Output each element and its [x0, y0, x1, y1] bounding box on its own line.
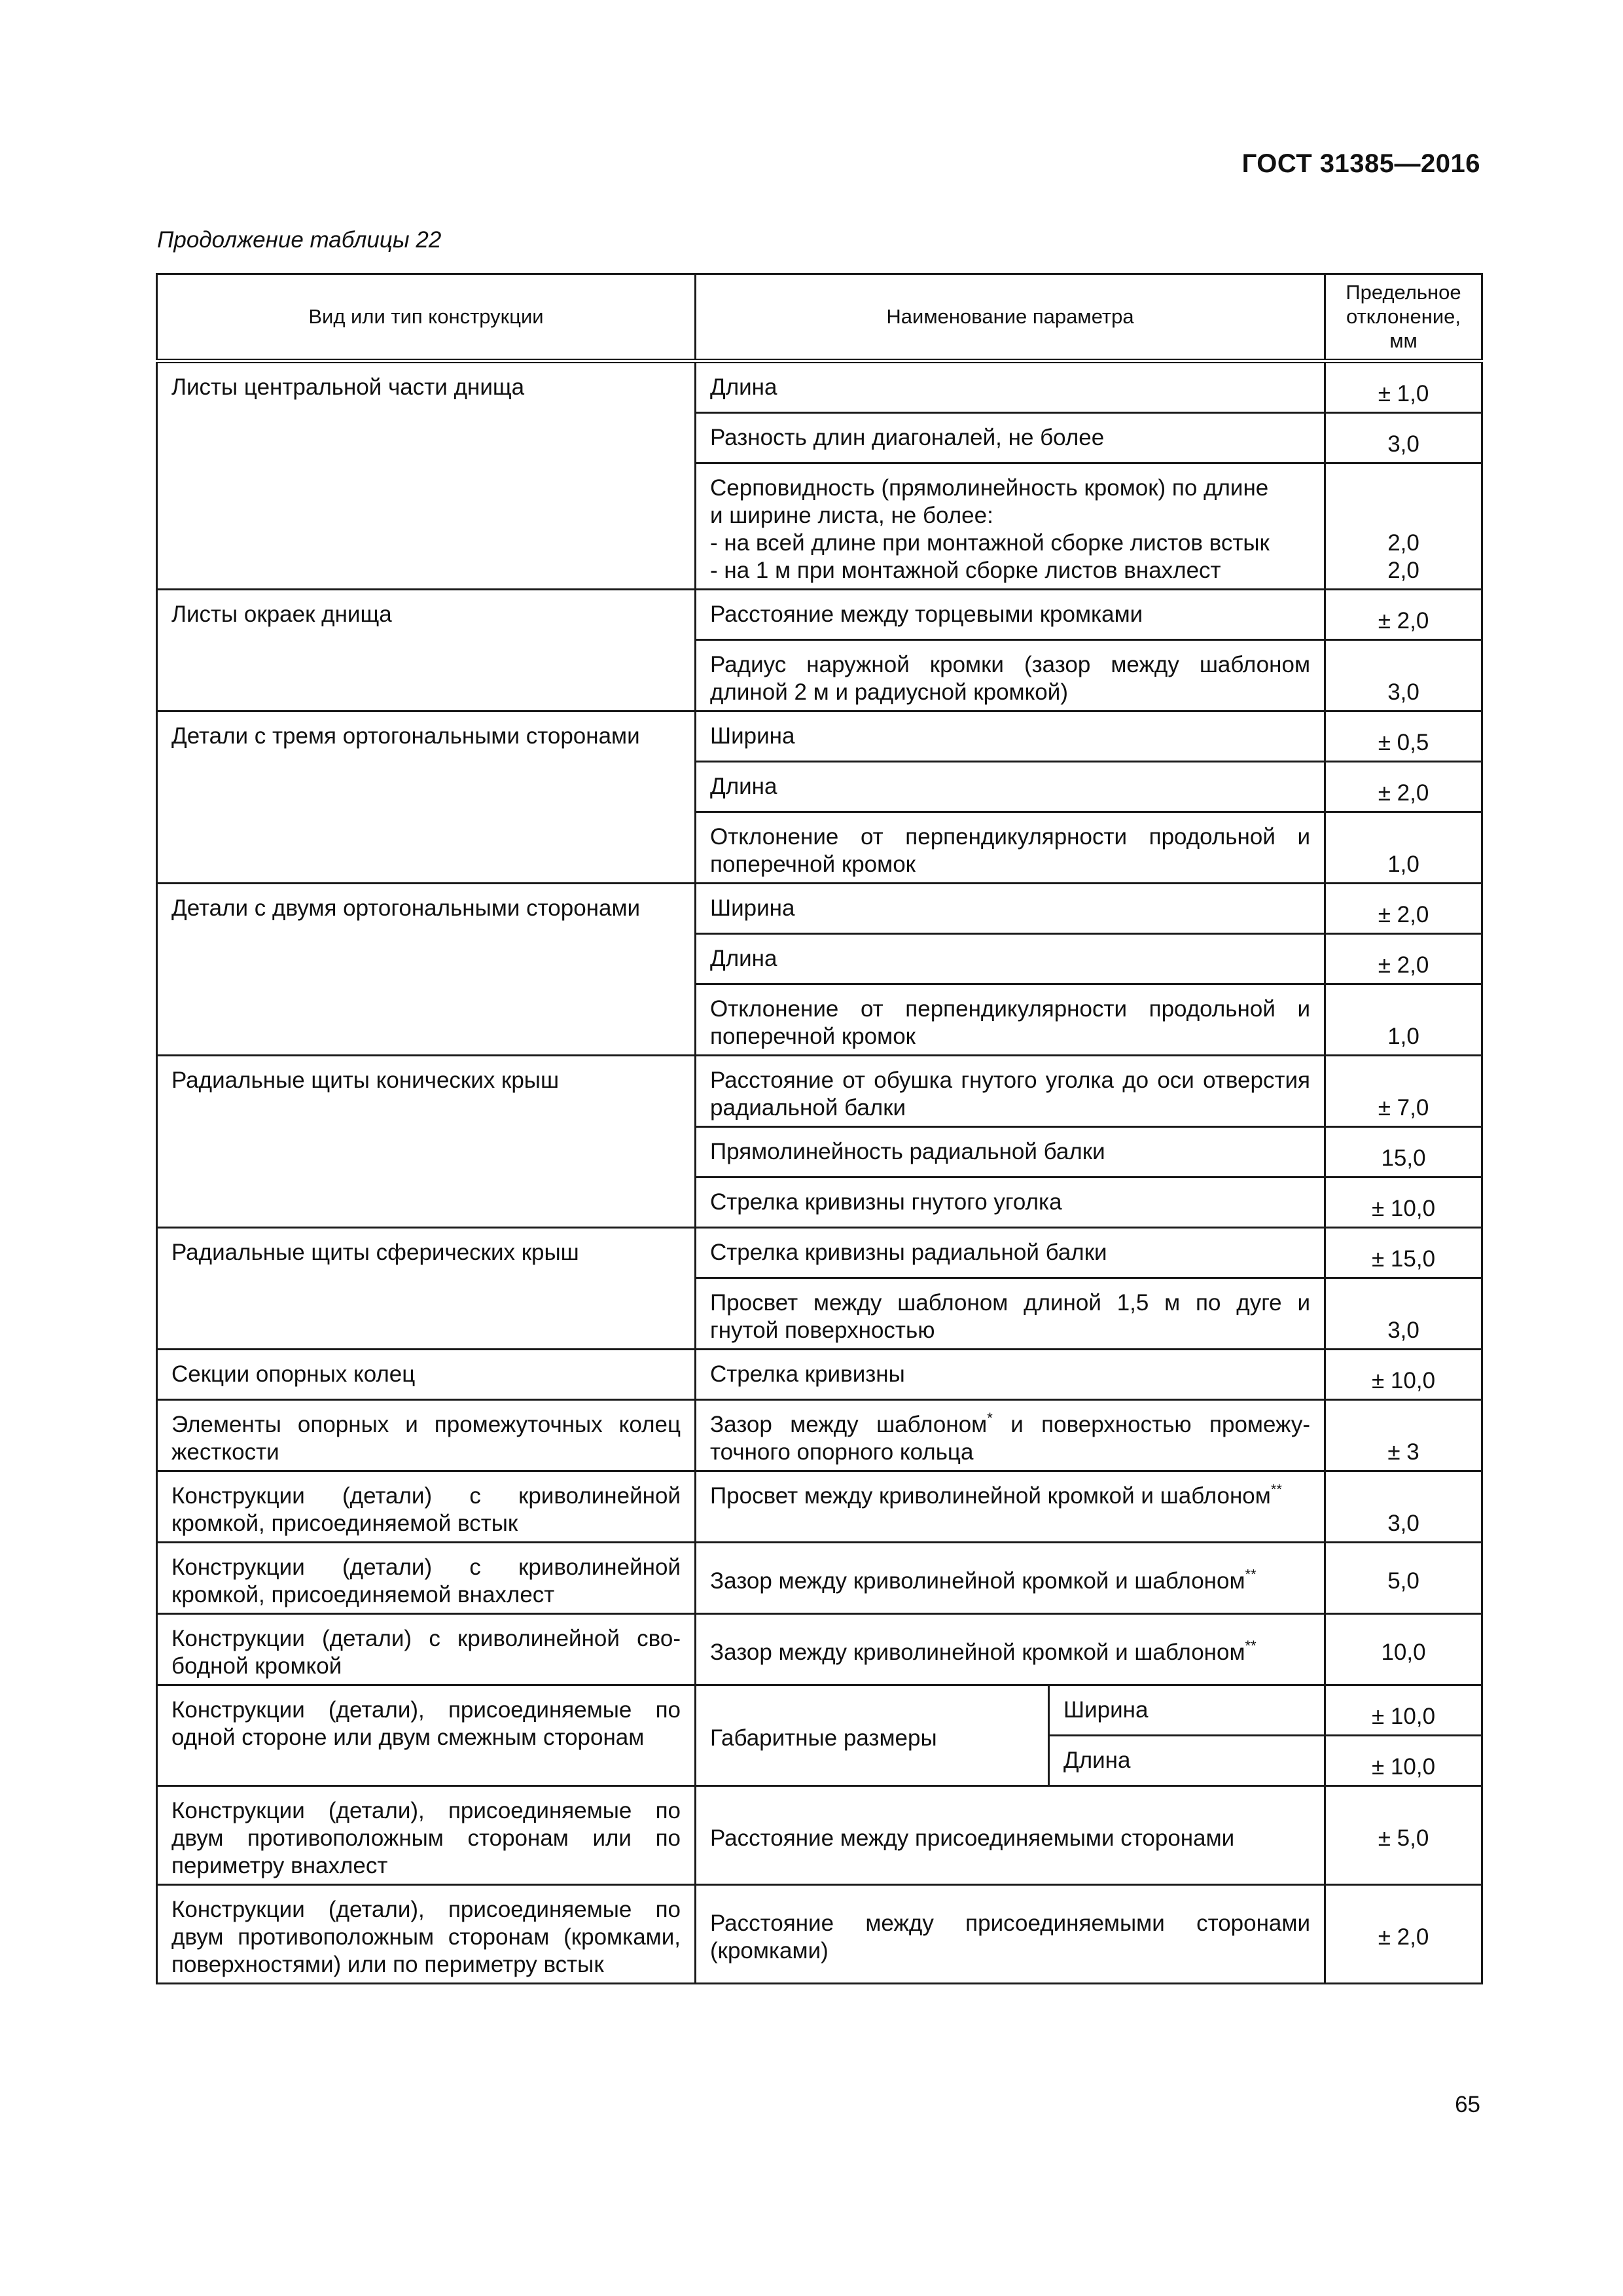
- tolerance-header-line: мм: [1389, 329, 1418, 353]
- column-header-tolerance: [1325, 274, 1482, 361]
- parameter-cell: Отклонение от перпендикулярности продольной и поперечной кромок: [696, 812, 1325, 883]
- parameter-cell: Радиус наружной кромки (зазор между шаблоном длиной 2 м и радиусной кромкой): [696, 639, 1325, 711]
- sub-parameter-cell: Длина: [1049, 1735, 1325, 1785]
- tolerance-cell: 3,0: [1325, 639, 1482, 711]
- tolerance-cell: ± 15,0: [1325, 1227, 1482, 1278]
- tolerance-cell: 1,0: [1325, 812, 1482, 883]
- tolerance-cell: ± 2,0: [1325, 933, 1482, 984]
- table-row: [157, 1399, 1482, 1471]
- table-row: [157, 1685, 1482, 1735]
- table-row: [157, 1542, 1482, 1613]
- construction-type-cell: Радиальные щиты конических крыш: [157, 1055, 696, 1227]
- parameter-cell: Отклонение от перпендикулярности продольной и поперечной кромок: [696, 984, 1325, 1055]
- parameter-text: Зазор между шаблоном: [710, 1411, 988, 1437]
- parameter-cell: Разность длин диагоналей, не более: [696, 412, 1325, 463]
- parameter-cell: Расстояние между торцевыми кромками: [696, 589, 1325, 639]
- parameter-cell: Длина: [696, 761, 1325, 812]
- parameter-cell: Длина: [696, 933, 1325, 984]
- parameter-cell: [696, 1399, 1325, 1471]
- parameter-text: Просвет между криволинейной кромкой и шаблоном: [710, 1482, 1271, 1509]
- parameter-line: и ширине листа, не более:: [710, 502, 993, 528]
- tolerance-cell: ± 3: [1325, 1399, 1482, 1471]
- tolerance-cell: ± 10,0: [1325, 1685, 1482, 1735]
- tolerance-cell: 10,0: [1325, 1613, 1482, 1685]
- table-caption: Продолжение таблицы 22: [157, 227, 442, 253]
- tolerance-cell: ± 10,0: [1325, 1177, 1482, 1227]
- parameter-text: Зазор между криволинейной кромкой и шаблоном: [710, 1639, 1245, 1665]
- tolerance-cell: ± 1,0: [1325, 361, 1482, 412]
- construction-type-cell: Детали с двумя ортогональными сторонами: [157, 883, 696, 1055]
- table-row: [157, 1349, 1482, 1399]
- table-row: [157, 1785, 1482, 1884]
- parameter-cell: Расстояние между присоединяемыми сторонами (кромками): [696, 1884, 1325, 1983]
- construction-type-cell: Детали с тремя ортогональными сторонами: [157, 711, 696, 883]
- tolerance-cell: 1,0: [1325, 984, 1482, 1055]
- table-row: [157, 361, 1482, 412]
- parameter-text: Зазор между криволинейной кромкой и шаблоном: [710, 1568, 1245, 1594]
- parameter-cell: Габаритные размеры: [696, 1685, 1049, 1785]
- parameter-cell: Стрелка кривизны радиальной балки: [696, 1227, 1325, 1278]
- tolerance-cell: 3,0: [1325, 412, 1482, 463]
- parameter-cell: Стрелка кривизны: [696, 1349, 1325, 1399]
- tolerance-cell: 15,0: [1325, 1126, 1482, 1177]
- tolerance-table: [156, 273, 1483, 1984]
- tolerance-cell: ± 10,0: [1325, 1735, 1482, 1785]
- tolerance-cell: ± 7,0: [1325, 1055, 1482, 1126]
- parameter-cell: Ширина: [696, 711, 1325, 761]
- construction-type-cell: Конструкции (детали) с криволинейной кромкой, присоединяемой внахлест: [157, 1542, 696, 1613]
- table-row: [157, 1884, 1482, 1983]
- tolerance-line: 2,0: [1387, 557, 1419, 583]
- construction-type-cell: Конструкции (детали) с криволинейной свободной кромкой: [157, 1613, 696, 1685]
- parameter-cell: [696, 1542, 1325, 1613]
- footnote-mark: **: [1245, 1566, 1257, 1583]
- construction-type-cell: Листы центральной части днища: [157, 361, 696, 589]
- table-row: [157, 711, 1482, 761]
- footnote-mark: **: [1270, 1480, 1282, 1498]
- construction-type-cell: Секции опорных колец: [157, 1349, 696, 1399]
- parameter-cell: Прямолинейность радиальной балки: [696, 1126, 1325, 1177]
- parameter-cell: [696, 1613, 1325, 1685]
- tolerance-cell: ± 2,0: [1325, 1884, 1482, 1983]
- footnote-mark: **: [1245, 1637, 1257, 1654]
- tolerance-cell: ± 10,0: [1325, 1349, 1482, 1399]
- column-header-type: Вид или тип конструкции: [157, 274, 696, 361]
- tolerance-line: 2,0: [1387, 529, 1419, 556]
- document-number: ГОСТ 31385—2016: [1241, 149, 1480, 178]
- parameter-cell: Расстояние между присоединяемыми сторонами: [696, 1785, 1325, 1884]
- parameter-cell: [696, 1471, 1325, 1542]
- table-row: [157, 1471, 1482, 1542]
- construction-type-cell: Радиальные щиты сферических крыш: [157, 1227, 696, 1349]
- parameter-cell: Просвет между шаблоном длиной 1,5 м по дуге и гнутой поверхностью: [696, 1278, 1325, 1349]
- parameter-line: - на всей длине при монтажной сборке листов встык: [710, 529, 1270, 556]
- parameter-cell: [696, 463, 1325, 589]
- table-row: [157, 883, 1482, 933]
- construction-type-cell: Конструкции (детали), присоединяемые по двум противоположным сторонам или по периметру внахлест: [157, 1785, 696, 1884]
- tolerance-cell: ± 0,5: [1325, 711, 1482, 761]
- parameter-line: Серповидность (прямолинейность кромок) по длине: [710, 475, 1269, 501]
- tolerance-cell: 3,0: [1325, 1471, 1482, 1542]
- table-row: [157, 1055, 1482, 1126]
- tolerance-cell: ± 5,0: [1325, 1785, 1482, 1884]
- construction-type-cell: Конструкции (детали) с криволинейной кромкой, присоединяемой встык: [157, 1471, 696, 1542]
- sub-parameter-cell: Ширина: [1049, 1685, 1325, 1735]
- construction-type-cell: Листы окраек днища: [157, 589, 696, 711]
- table-row: [157, 589, 1482, 639]
- parameter-cell: Расстояние от обушка гнутого уголка до оси отверстия радиальной балки: [696, 1055, 1325, 1126]
- page-number: 65: [1455, 2092, 1480, 2117]
- tolerance-cell: ± 2,0: [1325, 883, 1482, 933]
- footnote-mark: *: [987, 1409, 993, 1426]
- construction-type-cell: Конструкции (детали), присоединяемые по двум противоположным сторонам (кромками, поверхностями) или по периметру встык: [157, 1884, 696, 1983]
- tolerance-cell: [1325, 463, 1482, 589]
- tolerance-cell: 3,0: [1325, 1278, 1482, 1349]
- construction-type-cell: Элементы опорных и промежуточных колец жесткости: [157, 1399, 696, 1471]
- parameter-cell: Стрелка кривизны гнутого уголка: [696, 1177, 1325, 1227]
- table-row: [157, 1227, 1482, 1278]
- column-header-param: Наименование параметра: [696, 274, 1325, 361]
- table-row: [157, 1613, 1482, 1685]
- tolerance-header-line: Предельное: [1346, 281, 1461, 304]
- parameter-text: и поверхностью промежуточного опорного кольца: [710, 1411, 1311, 1465]
- tolerance-header-line: отклонение,: [1346, 305, 1461, 329]
- parameter-cell: Ширина: [696, 883, 1325, 933]
- parameter-line: - на 1 м при монтажной сборке листов внахлест: [710, 557, 1221, 583]
- parameter-cell: Длина: [696, 361, 1325, 412]
- tolerance-cell: ± 2,0: [1325, 589, 1482, 639]
- tolerance-cell: ± 2,0: [1325, 761, 1482, 812]
- table-header-row: [157, 274, 1482, 361]
- tolerance-cell: 5,0: [1325, 1542, 1482, 1613]
- construction-type-cell: Конструкции (детали), присоединяемые по одной стороне или двум смежным сторонам: [157, 1685, 696, 1785]
